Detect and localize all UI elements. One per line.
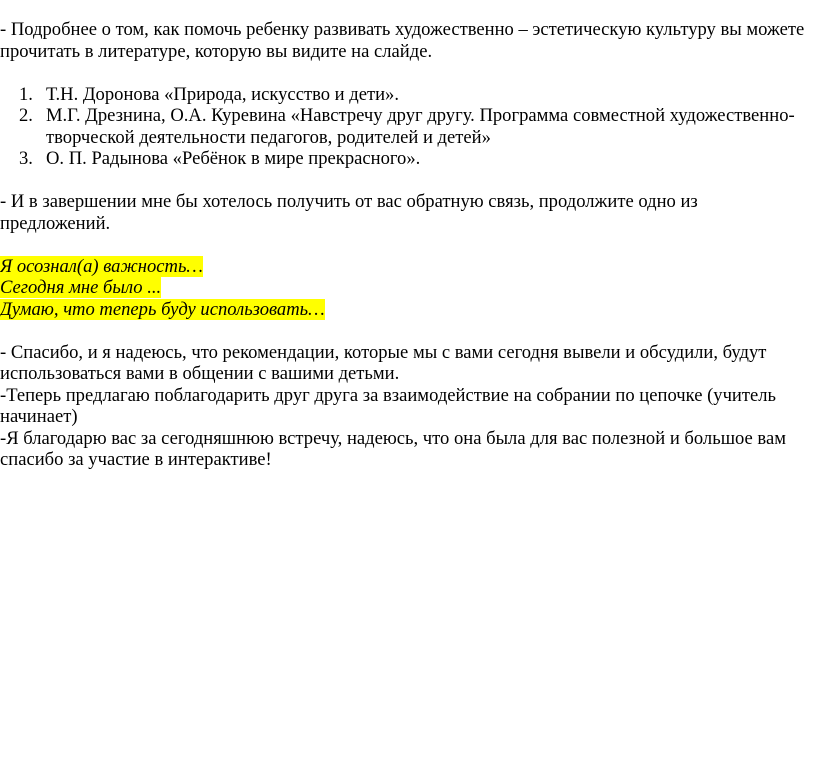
reference-item (0, 148, 812, 170)
highlighted-prompt-text: Я осознал(а) важность… (0, 255, 203, 277)
blank-line (0, 170, 812, 192)
intro-paragraph: - Подробнее о том, как помочь ребенку развивать художественно – эстетическую культуру вы можете прочитать в литературе, которую вы видите на слайде. (0, 19, 805, 62)
reference-text: Т.Н. Доронова «Природа, искусство и дети». (46, 83, 399, 105)
closing-paragraph: -Теперь предлагаю поблагодарить друг друга за взаимодействие на собрании по цепочке (учитель начинает) (0, 384, 777, 427)
feedback-prompt (0, 299, 812, 321)
document-page (0, 19, 812, 471)
blank-line (0, 234, 812, 256)
feedback-prompt (0, 277, 812, 299)
blank-line (0, 62, 812, 84)
reference-item (0, 105, 812, 148)
reference-list (0, 84, 812, 170)
feedback-prompt (0, 256, 812, 278)
closing-paragraph: - Спасибо, и я надеюсь, что рекомендации, которые мы с вами сегодня вывели и обсудили, будут использоваться вами в общении с вашими детьми. (0, 341, 767, 384)
blank-line (0, 320, 812, 342)
reference-number: 2. (19, 105, 33, 126)
reference-number: 1. (19, 83, 33, 105)
highlighted-prompt-text: Сегодня мне было ... (0, 277, 162, 298)
reference-number: 3. (19, 148, 33, 169)
reference-item (0, 84, 812, 106)
closing-paragraph: -Я благодарю вас за сегодняшнюю встречу, надеюсь, что она была для вас полезной и большое вам спасибо за участие в интерактиве! (0, 427, 786, 470)
highlighted-prompt-text: Думаю, что теперь буду использовать… (0, 298, 325, 320)
reference-text: О. П. Радынова «Ребёнок в мире прекрасного». (46, 148, 421, 169)
reference-text: М.Г. Дрезнина, О.А. Куревина «Навстречу друг другу. Программа совместной художественно-творческой деятельности педагогов, родителей и детей» (46, 105, 795, 148)
feedback-request-paragraph: - И в завершении мне бы хотелось получить от вас обратную связь, продолжите одно из предложений. (0, 191, 698, 234)
